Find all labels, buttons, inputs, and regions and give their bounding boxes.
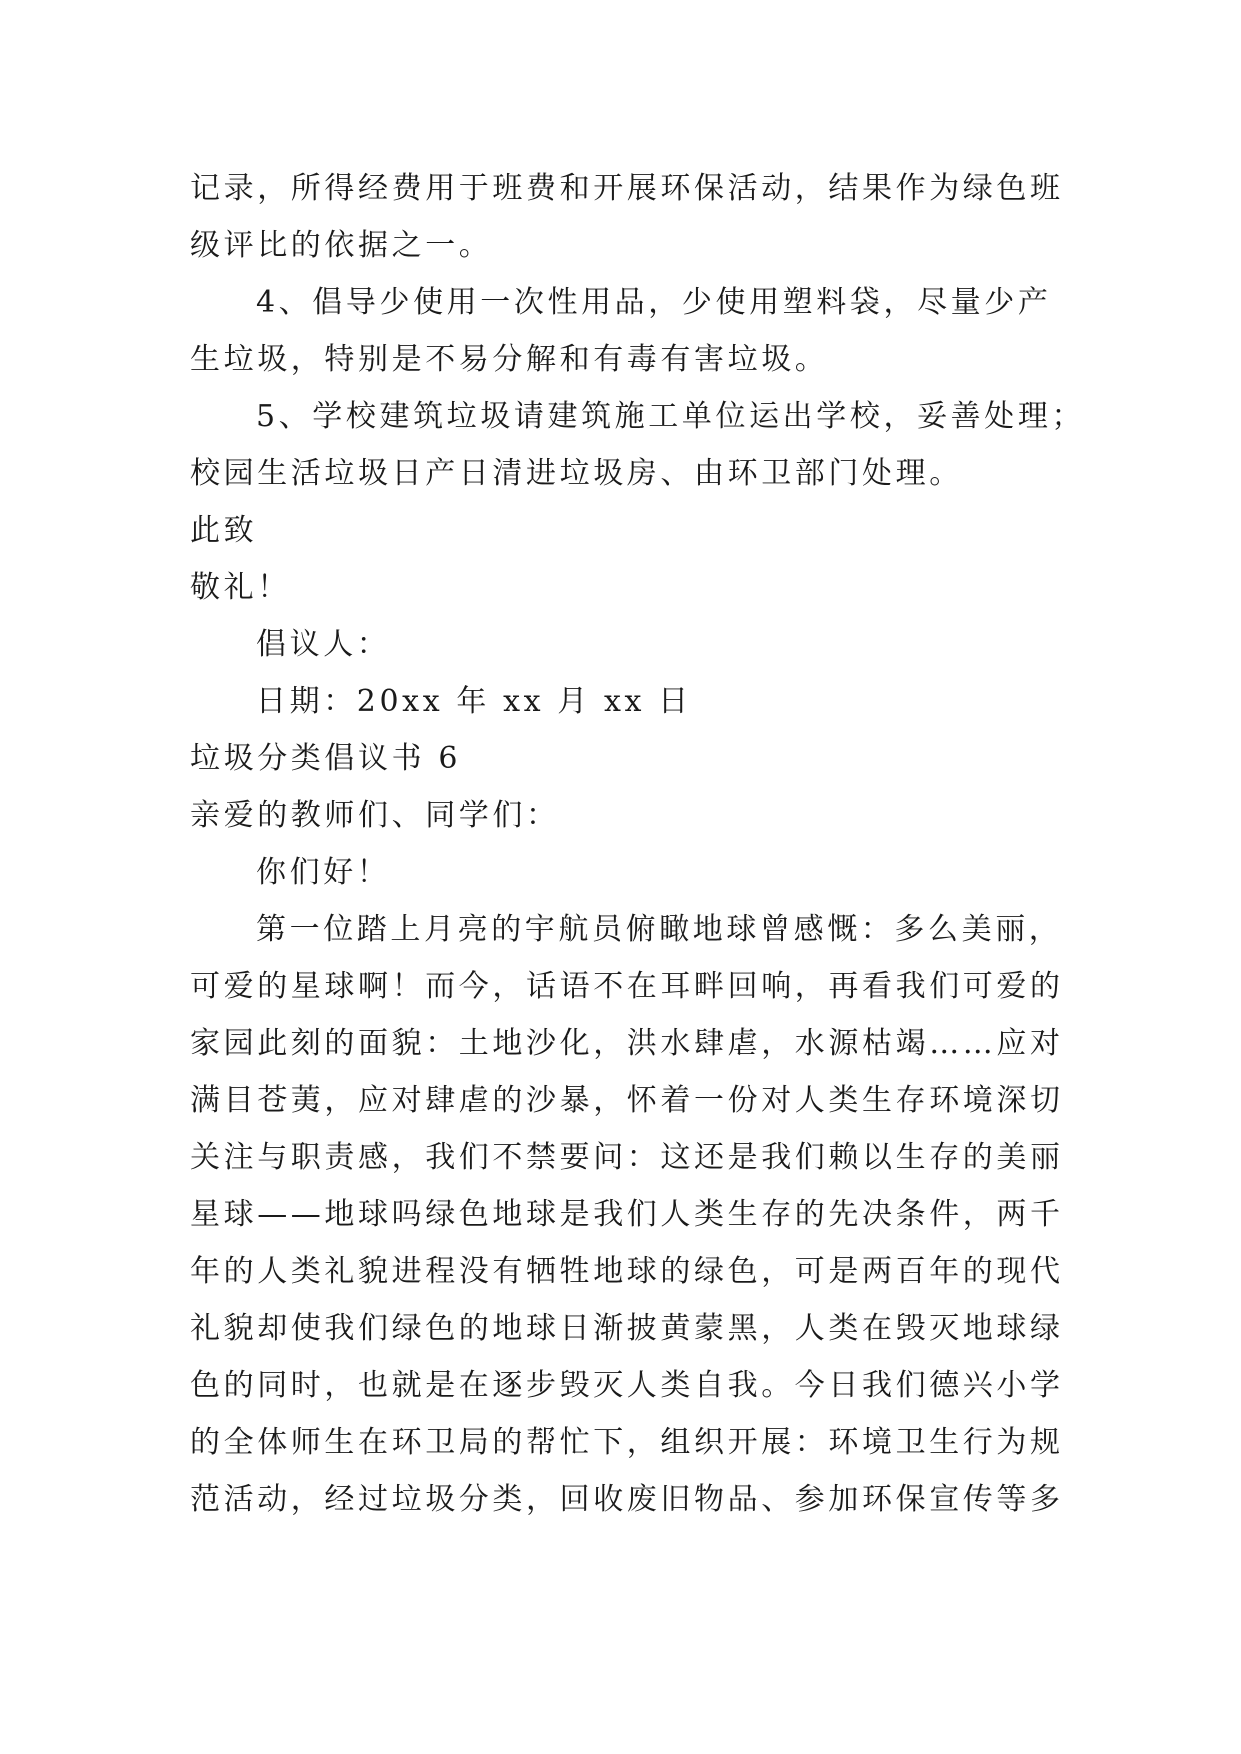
salutation-line: 敬礼！ <box>190 570 291 605</box>
date-line: 日期：20xx 年 xx 月 xx 日 <box>256 684 692 719</box>
paragraph-line: 第一位踏上月亮的宇航员俯瞰地球曾感慨：多么美丽， <box>256 912 1063 947</box>
signature-line: 倡议人： <box>256 627 391 662</box>
paragraph-line: 记录，所得经费用于班费和开展环保活动，结果作为绿色班 <box>190 171 1064 206</box>
paragraph-line: 范活动，经过垃圾分类，回收废旧物品、参加环保宣传等多 <box>190 1482 1064 1517</box>
closing-line: 此致 <box>190 513 258 548</box>
paragraph-line: 满目苍荑，应对肆虐的沙暴，怀着一份对人类生存环境深切 <box>190 1083 1064 1118</box>
section-title: 垃圾分类倡议书 6 <box>190 741 462 776</box>
paragraph-line: 生垃圾，特别是不易分解和有毒有害垃圾。 <box>190 342 829 377</box>
paragraph-line: 年的人类礼貌进程没有牺牲地球的绿色，可是两百年的现代 <box>190 1254 1064 1289</box>
paragraph-line: 家园此刻的面貌：土地沙化，洪水肆虐，水源枯竭……应对 <box>190 1026 1064 1061</box>
paragraph-line: 校园生活垃圾日产日清进垃圾房、由环卫部门处理。 <box>190 456 963 491</box>
paragraph-line: 的全体师生在环卫局的帮忙下，组织开展：环境卫生行为规 <box>190 1425 1064 1460</box>
paragraph-line: 可爱的星球啊！而今，话语不在耳畔回响，再看我们可爱的 <box>190 969 1064 1004</box>
paragraph-line: 级评比的依据之一。 <box>190 228 493 263</box>
paragraph-line: 关注与职责感，我们不禁要问：这还是我们赖以生存的美丽 <box>190 1140 1064 1175</box>
paragraph-line: 5、学校建筑垃圾请建筑施工单位运出学校，妥善处理； <box>256 399 1086 434</box>
paragraph-line: 星球——地球吗绿色地球是我们人类生存的先决条件，两千 <box>190 1197 1064 1232</box>
document-page <box>190 160 1086 1528</box>
paragraph-line: 4、倡导少使用一次性用品，少使用塑料袋，尽量少产 <box>256 285 1052 320</box>
greeting-line: 你们好！ <box>256 855 391 890</box>
paragraph-line: 色的同时，也就是在逐步毁灭人类自我。今日我们德兴小学 <box>190 1368 1064 1403</box>
paragraph-line: 礼貌却使我们绿色的地球日渐披黄蒙黑，人类在毁灭地球绿 <box>190 1311 1064 1346</box>
greeting-line: 亲爱的教师们、同学们： <box>190 798 560 833</box>
